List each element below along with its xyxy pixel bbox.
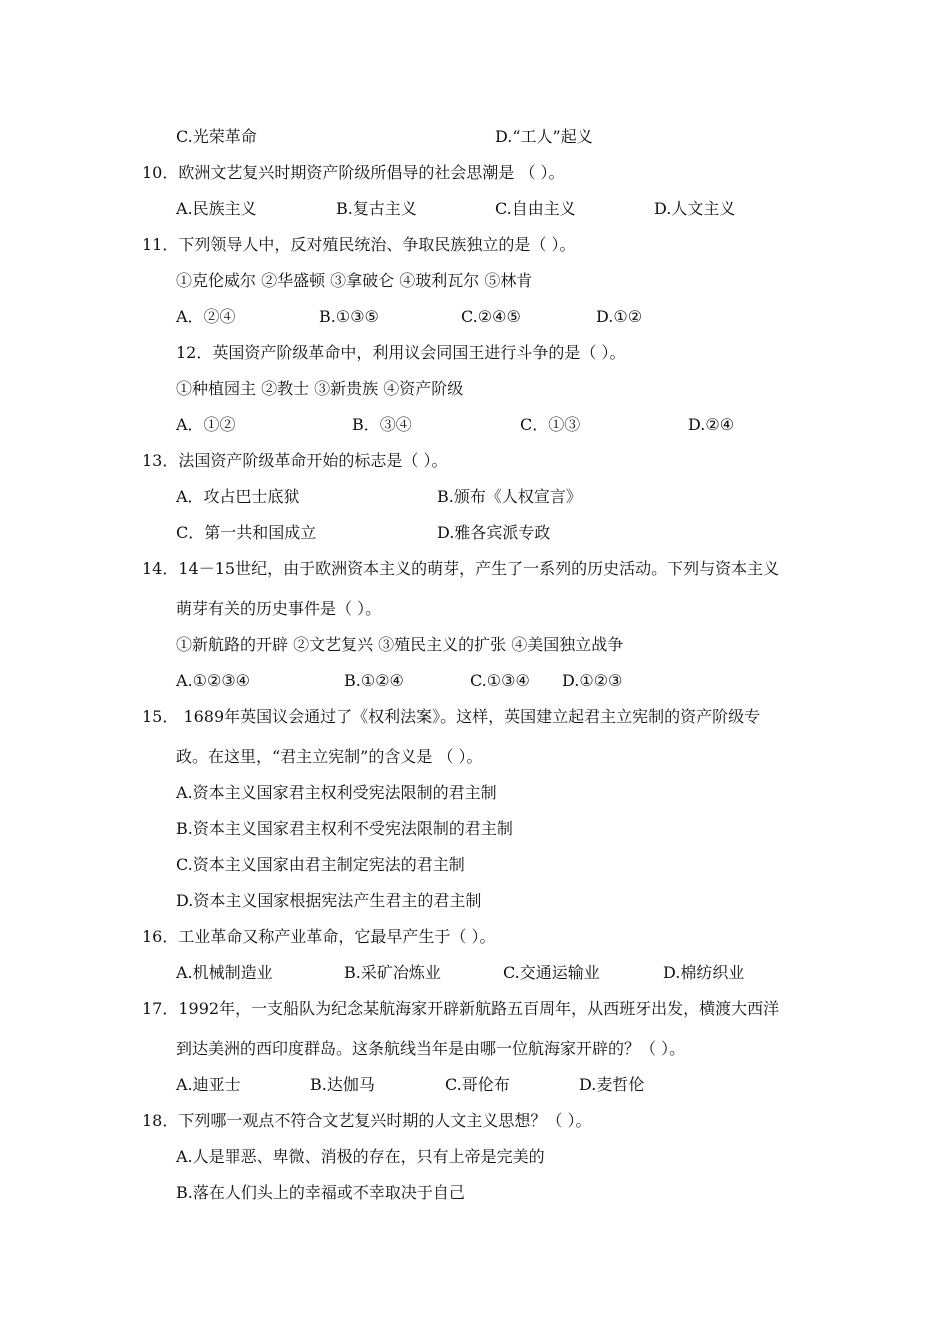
question-16: 16．工业革命又称产业革命，它最早产生于（ ）。 — [142, 927, 496, 946]
choice-list: ①克伦威尔 ②华盛顿 ③拿破仑 ④玻利瓦尔 ⑤林肯 — [176, 271, 533, 290]
option-line: A．②④ — [176, 307, 236, 326]
option-line: B.颁布《人权宣言》 — [437, 487, 582, 506]
option-line: D.人文主义 — [654, 199, 736, 218]
option-line: D.棉纺织业 — [663, 963, 745, 982]
option-line: D.雅各宾派专政 — [437, 523, 551, 542]
option-line: A.人是罪恶、卑微、消极的存在，只有上帝是完美的 — [176, 1147, 545, 1166]
question-14: 14．14－15世纪，由于欧洲资本主义的萌芽，产生了一系列的历史活动。下列与资本主义 — [142, 559, 780, 578]
question-10: 10．欧洲文艺复兴时期资产阶级所倡导的社会思潮是 （ ）。 — [142, 163, 565, 182]
question-18: 18．下列哪一观点不符合文艺复兴时期的人文主义思想？（ ）。 — [142, 1111, 592, 1130]
option-line: C.光荣革命 — [176, 127, 257, 146]
question-17: 17．1992年，一支船队为纪念某航海家开辟新航路五百周年，从西班牙出发，横渡大西洋 — [142, 999, 780, 1018]
option-line: B.达伽马 — [310, 1075, 375, 1094]
option-line: D.资本主义国家根据宪法产生君主的君主制 — [176, 891, 482, 910]
option-line: A.机械制造业 — [176, 963, 273, 982]
option-line: B.资本主义国家君主权利不受宪法限制的君主制 — [176, 819, 513, 838]
question-17-cont: 到达美洲的西印度群岛。这条航线当年是由哪一位航海家开辟的？（ ）。 — [176, 1039, 686, 1058]
option-line: C.交通运输业 — [503, 963, 600, 982]
choice-list: ①种植园主 ②教士 ③新贵族 ④资产阶级 — [176, 379, 464, 398]
option-line: B．③④ — [352, 415, 412, 434]
option-line: A．攻占巴士底狱 — [176, 487, 300, 506]
option-line: D.①② — [596, 307, 643, 326]
option-line: B.①②④ — [344, 671, 404, 690]
option-line: A.民族主义 — [176, 199, 257, 218]
option-line: C.自由主义 — [495, 199, 576, 218]
option-line: A．①② — [176, 415, 236, 434]
question-14-cont: 萌芽有关的历史事件是（ ）。 — [176, 599, 382, 618]
option-line: C.资本主义国家由君主制定宪法的君主制 — [176, 855, 465, 874]
choice-list: ①新航路的开辟 ②文艺复兴 ③殖民主义的扩张 ④美国独立战争 — [176, 635, 624, 654]
option-line: D.麦哲伦 — [579, 1075, 645, 1094]
question-15-cont: 政。在这里，“君主立宪制”的含义是 （ ）。 — [176, 747, 483, 766]
option-line: A.①②③④ — [176, 671, 251, 690]
option-line: B.①③⑤ — [319, 307, 379, 326]
option-line: B.落在人们头上的幸福或不幸取决于自己 — [176, 1183, 465, 1202]
question-13: 13．法国资产阶级革命开始的标志是（ ）。 — [142, 451, 448, 470]
option-line: C．①③ — [520, 415, 581, 434]
question-15: 15． 1689年英国议会通过了《权利法案》。这样，英国建立起君主立宪制的资产阶级专 — [142, 707, 761, 726]
option-line: D.“工人”起义 — [495, 127, 593, 146]
option-line: B.采矿冶炼业 — [344, 963, 441, 982]
option-line: A.迪亚士 — [176, 1075, 241, 1094]
option-line: C.②④⑤ — [461, 307, 521, 326]
option-line: B.复古主义 — [336, 199, 417, 218]
question-11: 11．下列领导人中，反对殖民统治、争取民族独立的是（ ）。 — [142, 235, 576, 254]
question-12: 12．英国资产阶级革命中，利用议会同国王进行斗争的是（ ）。 — [176, 343, 626, 362]
option-line: D.①②③ — [562, 671, 623, 690]
option-line: C．第一共和国成立 — [176, 523, 317, 542]
option-line: C.哥伦布 — [445, 1075, 510, 1094]
option-line: A.资本主义国家君主权利受宪法限制的君主制 — [176, 783, 497, 802]
option-line: D.②④ — [688, 415, 735, 434]
option-line: C.①③④ — [470, 671, 530, 690]
